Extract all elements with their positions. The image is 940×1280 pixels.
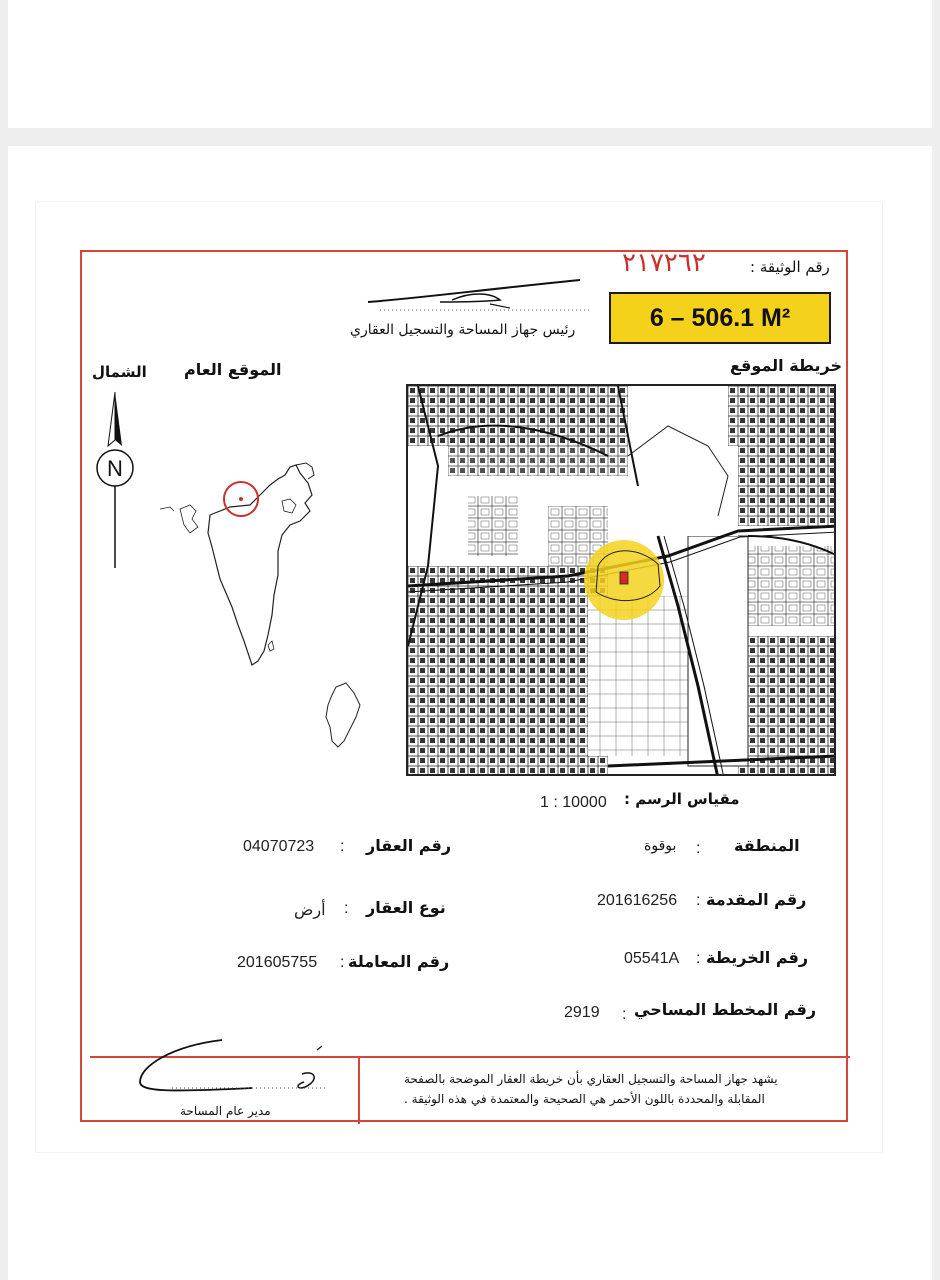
scale-value: 1 : 10000 <box>540 794 607 811</box>
general-location-label: الموقع العام <box>184 360 282 379</box>
doc-number-value: ٢١٧٢٦٢ <box>622 248 706 278</box>
area-label: المنطقة <box>734 836 800 855</box>
request-number-label: رقم المقدمة <box>706 890 807 909</box>
property-type-label: نوع العقار <box>366 898 446 917</box>
certification-line-1: يشهد جهاز المساحة والتسجيل العقاري بأن خريطة العقار الموضحة بالصفحة <box>404 1072 778 1086</box>
transaction-number-value: 201605755 <box>237 954 318 971</box>
property-type-sep: : <box>344 900 349 917</box>
map-number-label: رقم الخريطة <box>706 948 809 967</box>
survey-plan-number-label: رقم المخطط المساحي <box>634 1000 817 1019</box>
north-symbol: N <box>107 456 123 481</box>
doc-number-label: رقم الوثيقة : <box>750 258 830 276</box>
overview-map <box>150 455 370 755</box>
north-arrow-icon <box>90 388 140 588</box>
survey-plan-number-value: 2919 <box>564 1004 600 1021</box>
director-title: مدير عام المساحة <box>180 1104 271 1118</box>
previous-page <box>8 0 932 128</box>
property-number-sep: : <box>340 838 345 855</box>
north-label: الشمال <box>92 363 147 381</box>
footer-divider <box>358 1058 360 1124</box>
director-signature <box>132 1036 332 1106</box>
head-signature <box>360 272 590 312</box>
site-map-label: خريطة الموقع <box>730 356 843 375</box>
area-value: بوقوة <box>644 838 677 854</box>
scale-label: مقياس الرسم : <box>624 790 740 808</box>
certification-line-2: المقابلة والمحددة باللون الأحمر هي الصحيحة والمعتمدة في هذه الوثيقة . <box>404 1092 765 1106</box>
site-map <box>406 384 836 776</box>
transaction-number-label: رقم المعاملة <box>348 952 450 971</box>
map-number-sep: : <box>696 950 701 967</box>
area-sep: : <box>696 840 701 857</box>
property-type-value: أرض <box>294 902 326 919</box>
property-number-label: رقم العقار <box>366 836 452 855</box>
survey-plan-number-sep: : <box>622 1006 627 1023</box>
area-badge: 6 – 506.1 M² <box>609 292 831 344</box>
map-number-value: 05541A <box>624 950 680 967</box>
request-number-sep: : <box>696 892 701 909</box>
property-number-value: 04070723 <box>243 838 315 855</box>
head-title: رئيس جهاز المساحة والتسجيل العقاري <box>350 322 576 338</box>
transaction-number-sep: : <box>340 954 345 971</box>
request-number-value: 201616256 <box>597 892 678 909</box>
